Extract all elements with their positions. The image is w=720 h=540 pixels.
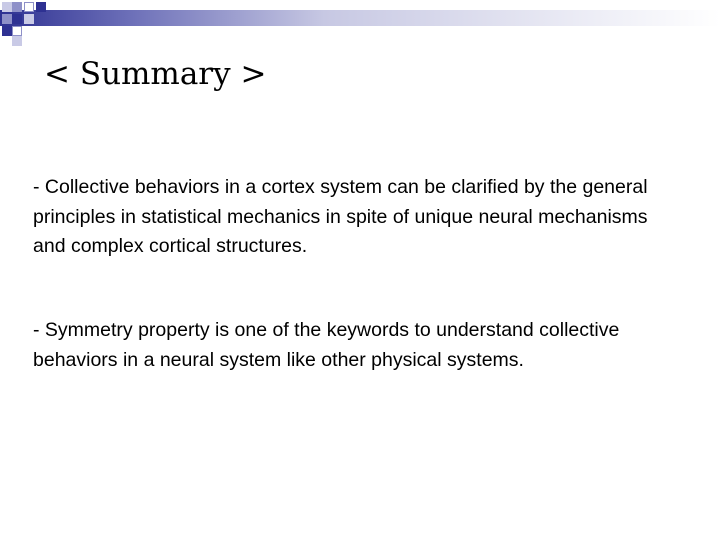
decor-square [12, 36, 22, 46]
decor-square [12, 2, 22, 12]
decor-square [2, 2, 12, 12]
summary-paragraph-1: - Collective behaviors in a cortex system can be clarified by the general principles in statistical mechanics in spite of unique neural mechanisms and complex cortical structures. [33, 176, 648, 257]
decor-square [2, 26, 12, 36]
summary-paragraph-2: - Symmetry property is one of the keywords to understand collective behaviors in a neural system like other physical systems. [33, 319, 620, 371]
decor-square [2, 14, 12, 24]
slide-title: < Summary > [44, 56, 267, 92]
decor-square [24, 14, 34, 24]
decorative-squares [0, 0, 60, 48]
decor-square [24, 2, 34, 12]
decor-square [12, 14, 22, 24]
decorative-header-bar [0, 10, 720, 26]
decor-square [36, 2, 46, 12]
decor-square [12, 26, 22, 36]
